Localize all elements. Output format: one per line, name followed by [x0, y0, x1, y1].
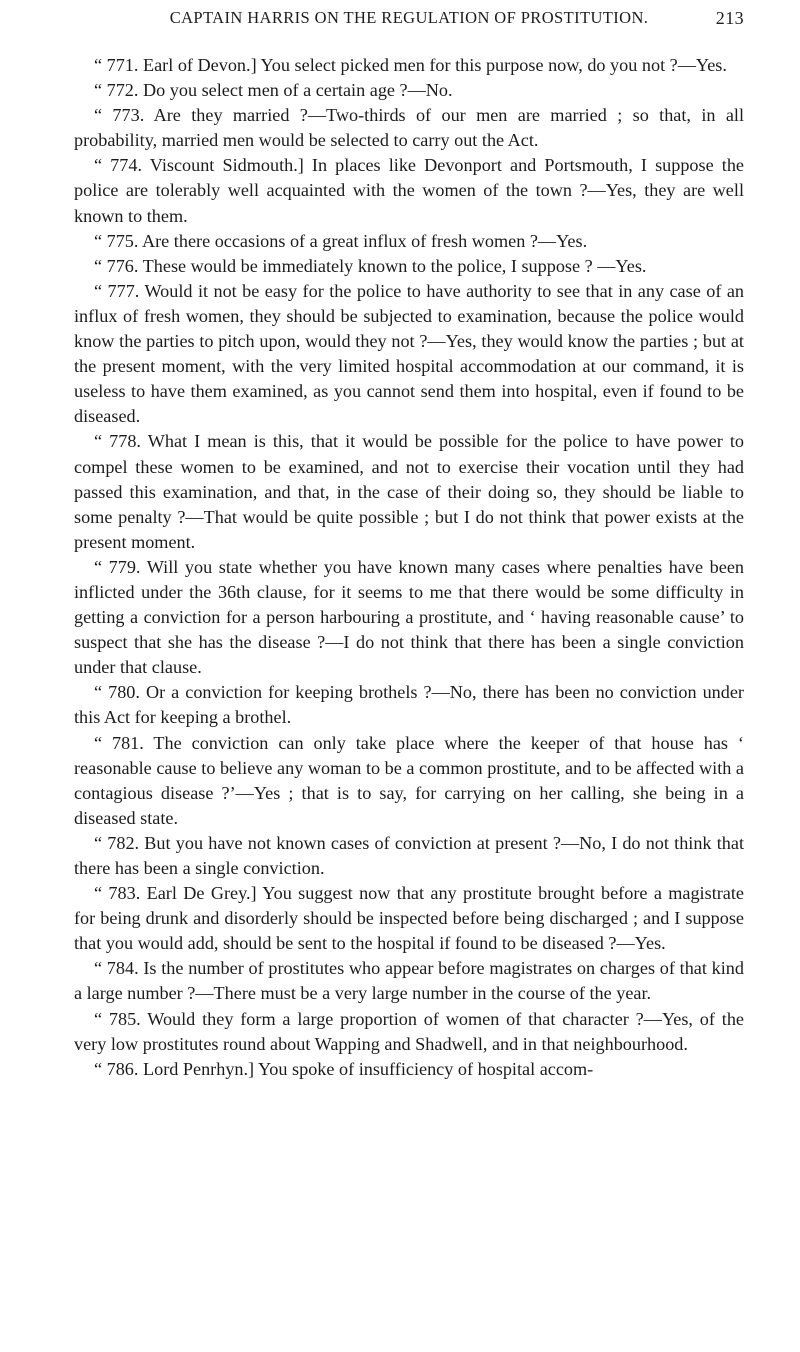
question-784: “ 784. Is the number of prostitutes who appear before magistrates on charges of that kind a large number ?—There must be a very large number in the course of the year.: [74, 958, 744, 1004]
running-head: [74, 8, 744, 32]
question-783: “ 783. Earl De Grey.] You suggest now that any prostitute brought before a magistrate for being drunk and disorderly should be inspected before being discharged ; and I suppose that you would add, should be sent to the hospital if found to be diseased ?—Yes.: [74, 883, 744, 954]
question-775: “ 775. Are there occasions of a great influx of fresh women ?—Yes.: [94, 230, 588, 251]
question-776: “ 776. These would be immediately known to the police, I suppose ? —Yes.: [94, 255, 647, 276]
page-number: 213: [715, 8, 744, 28]
question-771: “ 771. Earl of Devon.] You select picked men for this purpose now, do you not ?—Yes.: [94, 55, 727, 75]
question-780: “ 780. Or a conviction for keeping brothels ?—No, there has been no conviction under this Act for keeping a brothel.: [74, 682, 744, 728]
page-body: [74, 53, 744, 1082]
question-778: “ 778. What I mean is this, that it would be possible for the police to have power to compel these women to be examined, and not to exercise their vocation until they had passed this examination, and that, in the case of their doing so, they should be liable to some penalty ?—That would be quite possible ; but I do not think that power exists at the present moment.: [74, 431, 744, 552]
question-777: “ 777. Would it not be easy for the police to have authority to see that in any case of an influx of fresh women, they should be subjected to examination, because the police would know the parties to pitch upon, would they not ?—Yes, they would know the parties ; but at the present moment, with the very limited hospital accommodation at our command, it is useless to have them examined, as you cannot send them into hospital, even if found to be diseased.: [74, 280, 744, 427]
question-773: “ 773. Are they married ?—Two-thirds of our men are married ; so that, in all probability, married men would be selected to carry out the Act.: [74, 105, 744, 151]
question-781: “ 781. The conviction can only take place where the keeper of that house has ‘ reasonable cause to believe any woman to be a common prostitute, and to be affected with a contagious disease ?’—Yes ; that is to say, for carrying on her calling, she being in a diseased state.: [74, 732, 744, 828]
question-786: “ 786. Lord Penrhyn.] You spoke of insufficiency of hospital accom-: [94, 1058, 594, 1079]
question-779: “ 779. Will you state whether you have known many cases where penalties have been inflicted under the 36th clause, for it seems to me that there would be some difficulty in getting a conviction for a person harbouring a prostitute, and ‘ having reasonable cause’ to suspect that she has the disease ?—I do not think that there has been a single conviction under that clause.: [74, 556, 744, 678]
question-782: “ 782. But you have not known cases of conviction at present ?—No, I do not think that there has been a single conviction.: [74, 832, 744, 878]
book-page: [0, 8, 800, 1352]
question-772: “ 772. Do you select men of a certain age ?—No.: [94, 80, 453, 101]
running-title: CAPTAIN HARRIS ON THE REGULATION OF PROSTITUTION.: [169, 8, 649, 27]
question-774: “ 774. Viscount Sidmouth.] In places like Devonport and Portsmouth, I suppose the police are tolerably well acquainted with the women of the town ?—Yes, they are well known to them.: [74, 155, 744, 226]
question-785: “ 785. Would they form a large proportion of women of that character ?—Yes, of the very low prostitutes round about Wapping and Shadwell, and in that neighbourhood.: [74, 1008, 744, 1054]
